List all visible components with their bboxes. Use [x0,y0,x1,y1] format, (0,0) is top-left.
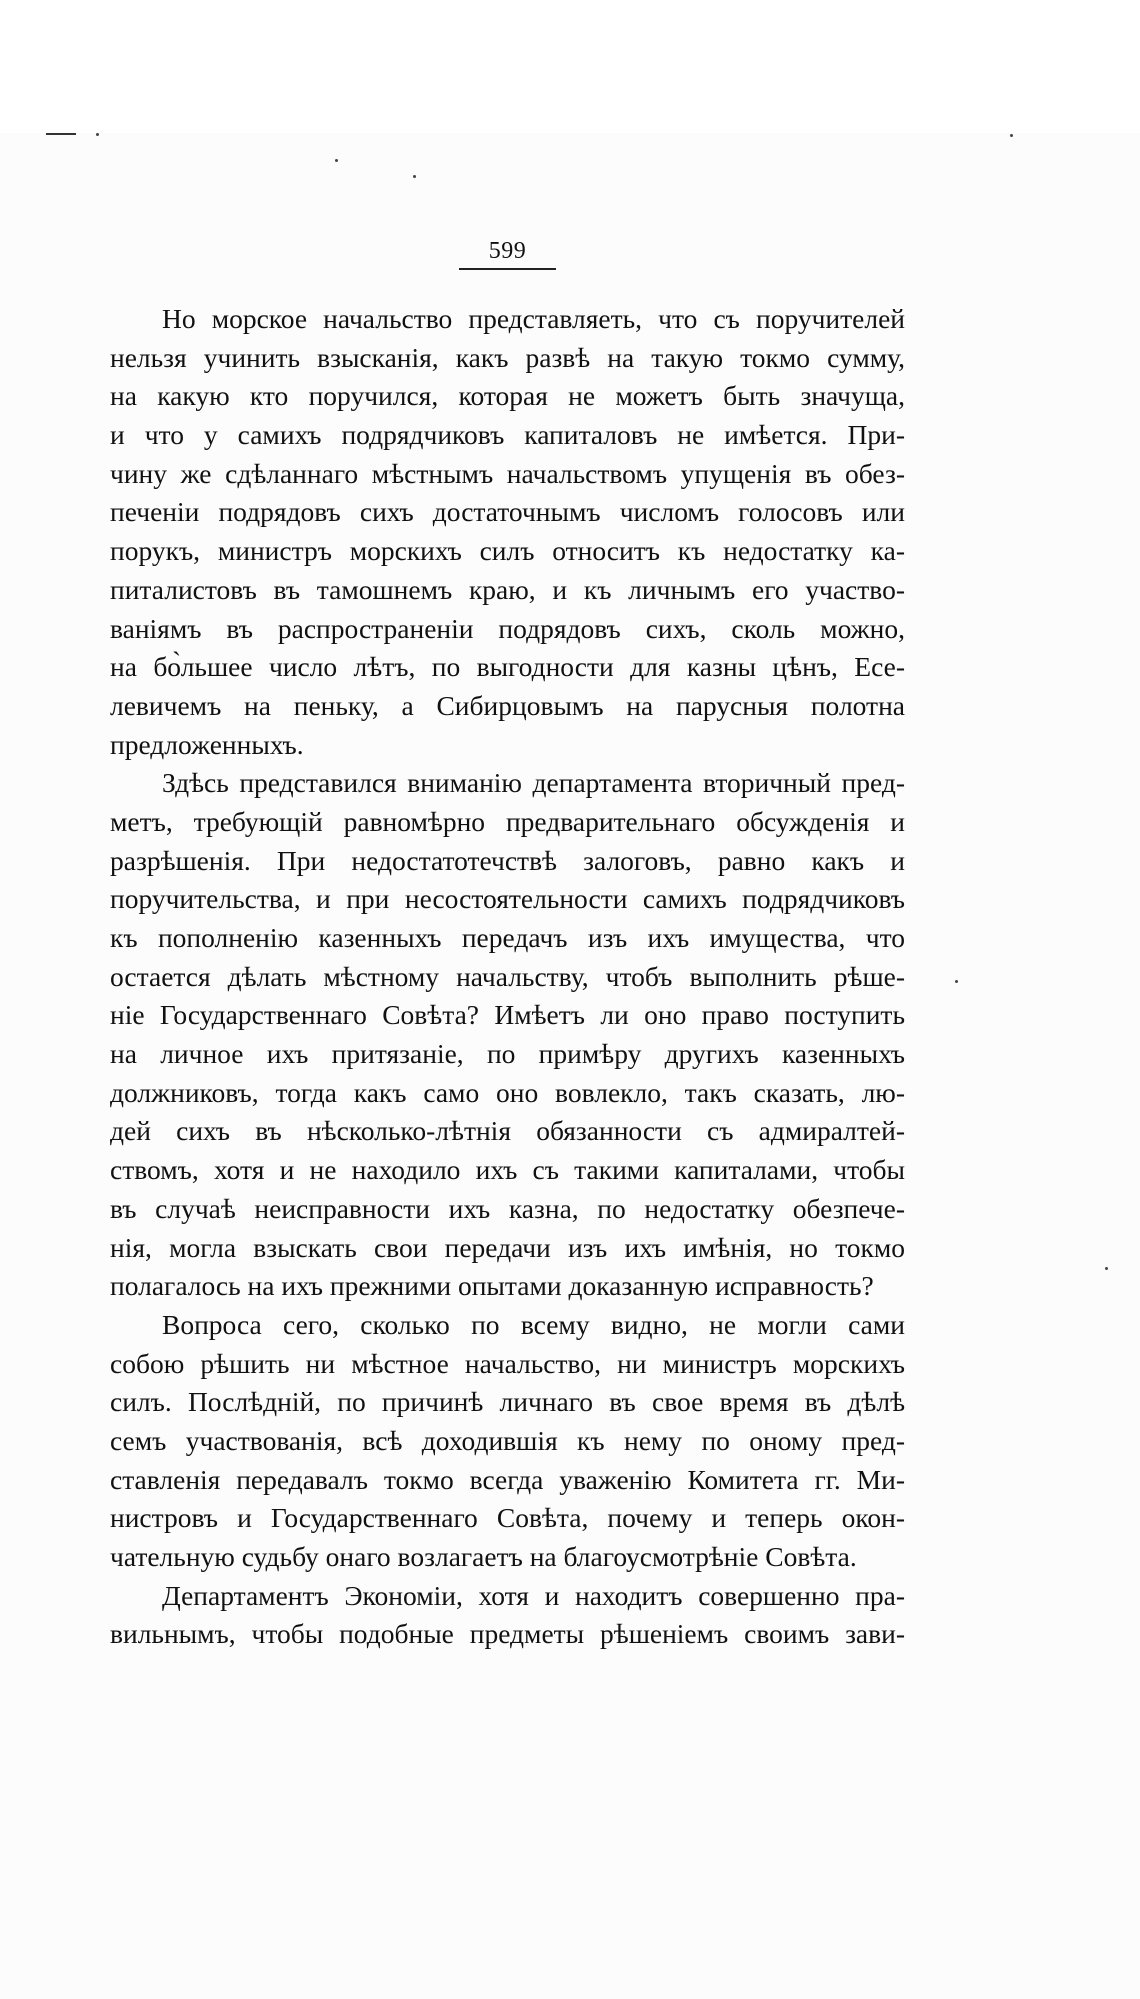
text-line: въ случаѣ неисправности ихъ казна, по недостатку обезпече- [110,1192,905,1224]
text-line: Здѣсь представился вниманію департамента вторичный пред- [162,767,905,799]
text-line: нія, могла взыскать свои передачи изъ ихъ имѣнія, но токмо [110,1231,905,1263]
text-line: должниковъ, тогда какъ само оно вовлекло, такъ сказать, лю- [110,1076,905,1108]
text-line: дей сихъ въ нѣсколько-лѣтнія обязанности съ адмиралтей- [110,1115,905,1147]
text-line: печеніи подрядовъ сихъ достаточнымъ числомъ голосовъ или [110,496,905,528]
text-line: Департаментъ Экономіи, хотя и находитъ совершенно пра- [162,1579,905,1611]
scan-speck [96,133,99,136]
text-line: чательную судьбу онаго возлагаетъ на благоусмотрѣніе Совѣта. [110,1541,857,1572]
text-line: остается дѣлать мѣстному начальству, чтобъ выполнить рѣше- [110,960,905,992]
scan-top-margin [0,0,1140,133]
text-line: ніе Государственнаго Совѣта? Имѣетъ ли оно право поступить [110,999,905,1031]
scan-speck [955,980,958,983]
text-line: вильнымъ, чтобы подобные предметы рѣшеніемъ своимъ зави- [110,1618,905,1650]
text-line: силъ. Послѣдній, по причинѣ личнаго въ свое время въ дѣлѣ [110,1386,905,1418]
text-line: семъ участвованія, всѣ доходившія къ нему по оному пред- [110,1424,905,1456]
page-number: 599 [488,238,527,264]
text-line: порукъ, министръ морскихъ силъ относитъ къ недостатку ка- [110,535,905,567]
text-line: Вопроса сего, сколько по всему видно, не могли сами [162,1308,905,1340]
text-line: ствомъ, хотя и не находило ихъ съ такими капиталами, чтобы [110,1154,905,1186]
text-line: питалистовъ въ тамошнемъ краю, и къ личнымъ его участво- [110,573,905,605]
scan-corner-mark [46,133,76,135]
text-line: ставленія передавалъ токмо всегда уваженію Комитета гг. Ми- [110,1463,905,1495]
text-line: собою рѣшить ни мѣстное начальство, ни министръ морскихъ [110,1347,905,1379]
text-line: предложенныхъ. [110,728,304,760]
text-line: чину же сдѣланнаго мѣстнымъ начальствомъ упущенія въ обез- [110,457,905,489]
body-text [110,300,905,1654]
scan-speck [413,175,416,178]
text-line: Но морское начальство представляеть, что съ поручителей [162,303,905,334]
page-number-rule [459,268,556,270]
text-line: и что у самихъ подрядчиковъ капиталовъ не имѣется. При- [110,419,905,451]
scan-speck [335,159,338,162]
text-line: метъ, требующій равномѣрно предварительнаго обсужденія и [110,805,905,837]
text-line: нельзя учинить взысканія, какъ развѣ на такую токмо сумму, [110,341,905,373]
text-line: на личное ихъ притязаніе, по примѣру другихъ казенныхъ [110,1038,905,1070]
text-line: полагалось на ихъ прежними опытами доказанную исправность? [110,1270,874,1302]
text-line: къ пополненію казенныхъ передачъ изъ ихъ имущества, что [110,922,905,953]
scan-speck [1105,1267,1108,1270]
text-line: поручительства, и при несостоятельности самихъ подрядчиковъ [110,883,905,915]
text-line: нистровъ и Государственнаго Совѣта, почему и теперь окон- [110,1502,905,1534]
text-line: на какую кто поручился, которая не можетъ быть значуща, [110,380,905,412]
text-line: левичемъ на пеньку, а Сибирцовымъ на парусныя полотна [110,689,905,721]
scan-speck [1010,134,1013,137]
text-line: ваніямъ въ распространеніи подрядовъ сихъ, сколь можно, [110,612,905,644]
text-line: на бо̀льшее число лѣтъ, по выгодности для казны цѣнъ, Есе- [110,651,905,683]
text-line: разрѣшенія. При недостатотечствѣ залоговъ, равно какъ и [110,844,905,876]
